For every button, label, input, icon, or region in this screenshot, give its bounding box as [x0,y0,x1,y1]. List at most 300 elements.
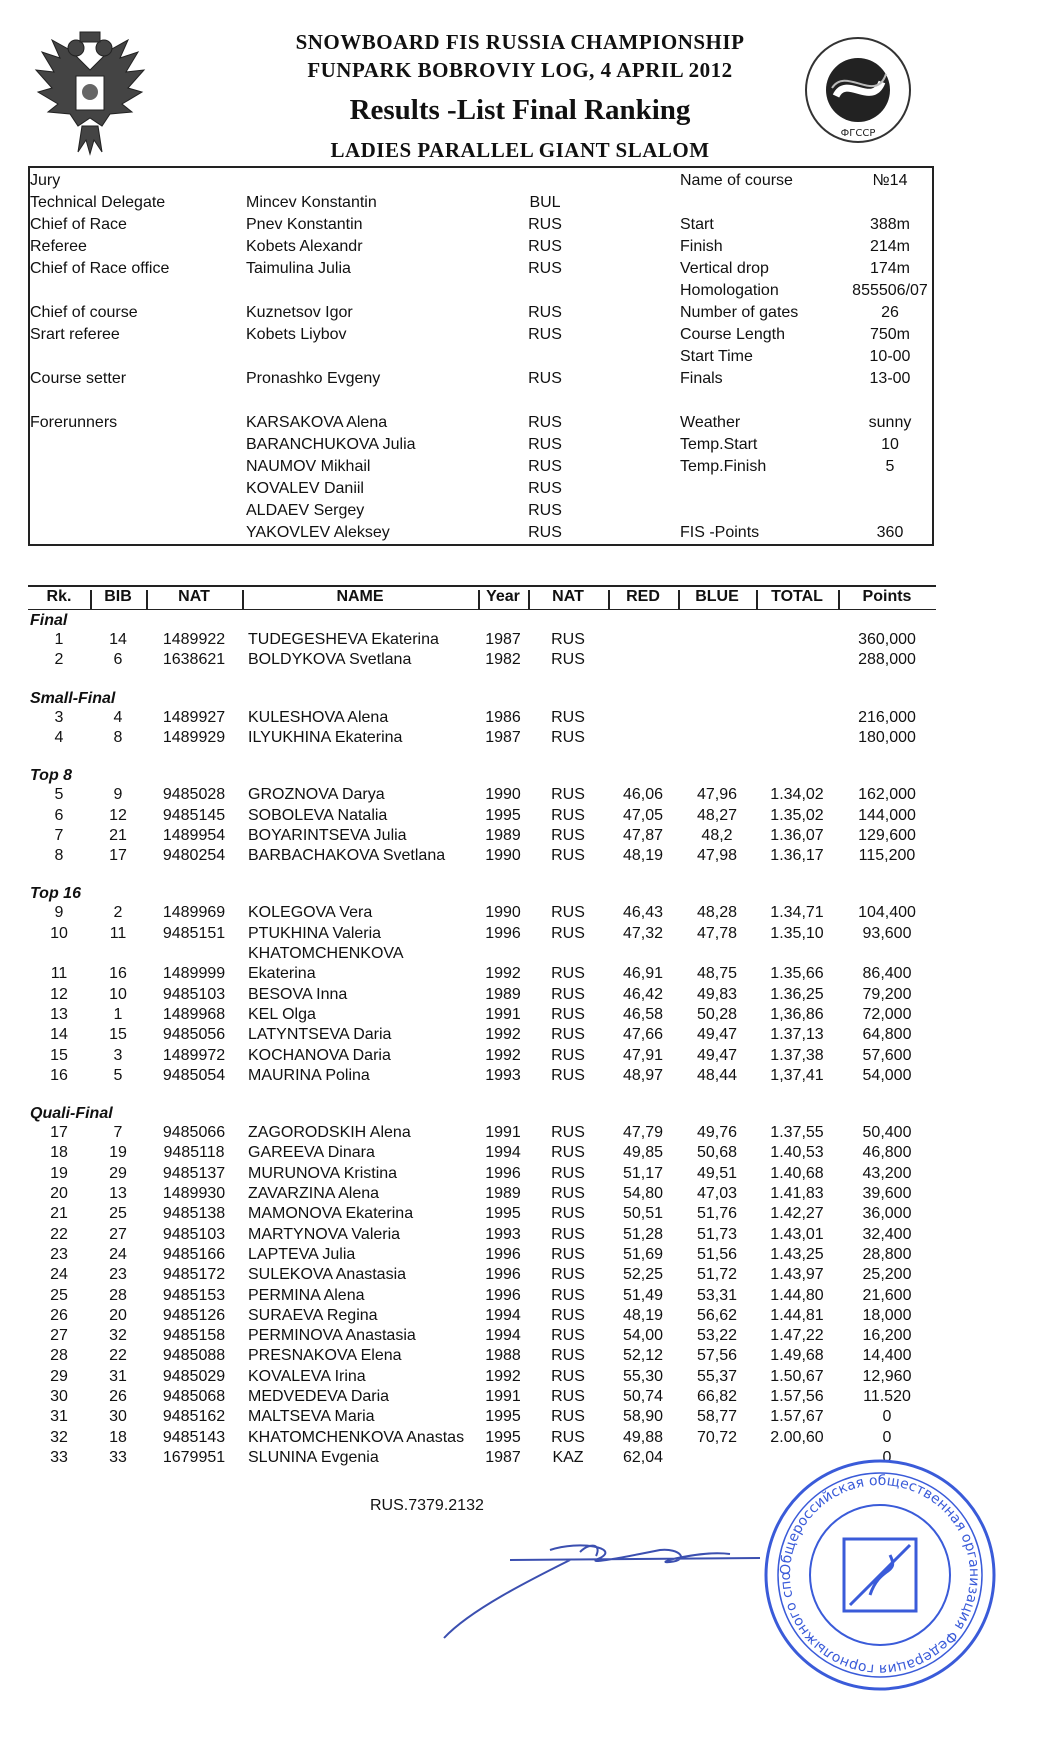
table-cell: 1993 [485,1225,521,1243]
page-title: Results -List Final Ranking [349,94,691,126]
course-value: 10 [881,436,899,453]
table-cell: 1995 [485,1408,521,1426]
jury-role: Srart referee [30,326,120,343]
table-cell: 25 [109,1205,127,1223]
table-cell: 9485145 [162,806,226,824]
table-cell: 28 [50,1347,68,1365]
jury-nat: RUS [528,480,562,497]
table-cell: 1992 [485,965,521,983]
table-cell: 54,80 [622,1185,664,1202]
table-cell: Ekaterina [248,965,316,983]
table-cell: 27 [50,1327,68,1345]
jury-nat: RUS [528,238,562,255]
table-cell: 1992 [485,1046,521,1064]
table-cell: RUS [551,1005,585,1023]
table-cell: 1991 [485,1124,521,1142]
table-cell: RUS [551,1367,585,1385]
table-cell: 5 [113,1066,123,1084]
jury-role: Chief of Race [30,216,127,233]
table-cell: 86,400 [862,965,912,983]
table-cell: 48,75 [696,965,738,983]
table-cell: 46,91 [622,965,664,983]
course-label: Number of gates [680,304,799,321]
course-label: Course Length [680,326,785,343]
course-label: Vertical drop [680,260,769,277]
signature [430,1520,770,1645]
table-cell: 22 [50,1225,68,1243]
table-cell: BESOVA Inna [248,985,348,1003]
table-cell: 1991 [485,1388,521,1405]
course-value: 855506/07 [852,282,928,299]
table-cell: 48,2 [701,826,733,844]
jury-name: ALDAEV Sergey [246,502,365,519]
table-cell: RUS [551,1225,585,1243]
table-cell: 17 [109,847,127,865]
table-cell: 9485153 [162,1286,226,1304]
table-cell: 9485137 [162,1164,226,1182]
table-cell: RUS [551,1245,585,1263]
table-cell: 18,000 [862,1306,912,1324]
table-cell: 3 [54,708,64,726]
table-cell: 115,200 [858,847,916,865]
table-cell: PRESNAKOVA Elena [248,1347,402,1365]
table-cell: ZAGORODSKIH Alena [248,1124,411,1142]
table-cell: GAREEVA Dinara [248,1144,375,1162]
table-cell: 29 [50,1367,68,1385]
table-cell: 1.40,68 [770,1164,824,1182]
table-cell: RUS [551,1428,585,1446]
jury-name: Taimulina Julia [246,260,351,277]
table-cell: 11 [50,965,68,983]
table-cell: 47,05 [622,806,664,824]
jury-name: KOVALEV Daniil [246,480,364,497]
official-stamp [760,1455,1000,1695]
column-divider [528,590,530,609]
table-cell: 1.35,66 [770,965,824,983]
table-cell: 9485068 [162,1388,226,1405]
course-value: 750m [869,326,911,343]
table-cell: ILYUKHINA Ekaterina [248,728,403,746]
table-cell: 51,56 [696,1245,738,1263]
column-divider [608,590,610,609]
table-cell: 22 [109,1347,127,1365]
table-cell: 55,37 [696,1367,738,1385]
table-cell: 1489968 [162,1005,226,1023]
table-cell: 58,77 [696,1408,738,1426]
table-cell: 1996 [485,1266,521,1284]
table-cell: 16 [50,1066,68,1084]
table-cell: 46,43 [622,904,664,922]
table-cell: 1987 [485,631,521,648]
table-cell: 1995 [485,1205,521,1223]
table-cell: 1996 [485,1164,521,1182]
table-cell: RUS [551,631,585,648]
table-cell: 26 [50,1306,68,1324]
table-cell: 24 [50,1266,68,1284]
column-divider [146,590,148,609]
jury-role: Forerunners [30,414,118,431]
table-cell: 1.47,22 [770,1327,824,1345]
table-cell: 9485088 [162,1347,226,1365]
table-cell: 12,960 [862,1367,912,1385]
table-cell: RUS [551,1306,585,1324]
course-label: Start [680,216,714,233]
table-cell: 1.50,67 [770,1367,824,1385]
table-cell: 1.57,56 [770,1388,824,1405]
table-cell: 18 [109,1428,127,1446]
table-cell: BARBACHAKOVA Svetlana [248,847,446,865]
course-label: Name of course [680,172,793,189]
table-cell: MAURINA Polina [248,1066,370,1084]
course-value: sunny [868,414,912,431]
table-cell: 19 [50,1164,68,1182]
table-cell: 1489922 [162,631,226,648]
table-cell: 32,400 [862,1225,912,1243]
table-cell: 27 [109,1225,127,1243]
table-cell: 10 [109,985,127,1003]
course-value: 214m [869,238,911,255]
table-cell: RUS [551,728,585,746]
table-cell: 51,28 [622,1225,664,1243]
course-value: 174m [869,260,911,277]
table-cell: GROZNOVA Darya [248,786,385,804]
table-cell: RUS [551,985,585,1003]
table-cell: 49,51 [696,1164,738,1182]
table-cell: 48,44 [696,1066,738,1084]
table-cell: 1.41,83 [770,1185,824,1202]
table-cell: 50,28 [696,1005,738,1023]
table-cell: RUS [551,1144,585,1162]
table-cell: 1489930 [162,1185,226,1202]
table-cell: SURAEVA Regina [248,1306,378,1324]
table-cell: 1.40,53 [770,1144,824,1162]
table-cell: 46,06 [622,786,664,804]
jury-role: Technical Delegate [30,194,166,211]
table-cell: 7 [54,826,64,844]
column-header: NAT [552,588,584,605]
table-cell: 53,22 [696,1327,738,1345]
table-cell: 56,62 [696,1306,738,1324]
group-label: Quali-Final [30,1105,113,1123]
table-cell: 8 [113,728,123,746]
table-cell: 46,42 [622,985,664,1003]
table-cell: 1994 [485,1144,521,1162]
course-value: 26 [881,304,899,321]
table-cell: 1489927 [162,708,226,726]
table-cell: 1991 [485,1005,521,1023]
column-divider [678,590,680,609]
table-cell: 1.43,25 [770,1245,824,1263]
table-cell: 360,000 [858,631,916,648]
table-cell: BOYARINTSEVA Julia [248,826,407,844]
table-cell: 6 [54,806,64,824]
table-cell: RUS [551,1408,585,1426]
table-cell: 49,85 [622,1144,664,1162]
table-cell: 15 [50,1046,68,1064]
table-cell: 1.36,07 [770,826,824,844]
column-header: BIB [104,588,132,605]
table-cell: 9480254 [162,847,226,865]
table-cell: 47,96 [696,786,738,804]
table-cell: 21 [109,826,127,844]
table-cell: 1.44,80 [770,1286,824,1304]
table-cell: 4 [54,728,64,746]
table-cell: 17 [50,1124,68,1142]
table-cell: 13 [50,1005,68,1023]
table-cell: 9485143 [162,1428,226,1446]
table-cell: MEDVEDEVA Daria [248,1388,390,1405]
svg-text:ФГССР: ФГССР [840,128,876,139]
jury-name: Kuznetsov Igor [246,304,353,321]
table-cell: 11.520 [863,1388,911,1405]
table-cell: 4 [113,708,123,726]
column-divider [90,590,92,609]
table-cell: 57,600 [862,1046,912,1064]
table-cell: MALTSEVA Maria [248,1408,375,1426]
championship-title: SNOWBOARD FIS RUSSIA CHAMPIONSHIP [295,30,745,54]
table-cell: 47,87 [622,826,664,844]
table-cell: 1489954 [162,826,226,844]
table-cell: 33 [109,1448,127,1466]
jury-nat: RUS [528,414,562,431]
table-cell: KOCHANOVA Daria [248,1046,391,1064]
table-cell: SULEKOVA Anastasia [248,1266,407,1284]
table-cell: 1.36,17 [770,847,824,865]
group-label: Small-Final [30,689,116,707]
table-cell: 54,00 [622,1327,664,1345]
table-cell: 28,800 [862,1245,912,1263]
table-cell: 7 [113,1124,123,1142]
table-cell: 104,400 [858,904,916,922]
table-cell: 21,600 [862,1286,912,1304]
table-cell: 39,600 [862,1185,912,1202]
course-value: 388m [869,216,911,233]
table-cell: 9485126 [162,1306,226,1324]
table-cell: 1 [54,631,64,648]
table-cell: 1994 [485,1327,521,1345]
table-cell: 1995 [485,1428,521,1446]
table-cell: 14 [109,631,127,648]
table-cell: 3 [113,1046,123,1064]
table-cell: 1987 [485,1448,521,1466]
table-cell: 20 [109,1306,127,1324]
table-cell: RUS [551,1026,585,1044]
column-divider [242,590,244,609]
table-cell: 9485158 [162,1327,226,1345]
table-cell: 49,47 [696,1026,738,1044]
table-cell: 288,000 [858,651,916,669]
table-cell: 1.37,55 [770,1124,824,1142]
column-header: TOTAL [771,588,823,605]
table-cell: 1992 [485,1026,521,1044]
jury-nat: RUS [528,304,562,321]
table-cell: 9485162 [162,1408,226,1426]
table-cell: 0 [882,1448,892,1466]
table-cell: 144,000 [858,806,916,824]
jury-nat: RUS [528,326,562,343]
jury-nat: RUS [528,216,562,233]
jury-name: Kobets Liybov [246,326,347,343]
table-cell: 25,200 [862,1266,912,1284]
table-cell: 30 [50,1388,68,1405]
table-cell: 49,88 [622,1428,664,1446]
course-value: 10-00 [869,348,911,365]
table-cell: 12 [50,985,68,1003]
table-cell: 18 [50,1144,68,1162]
table-cell: 1.37,13 [770,1026,824,1044]
table-cell: RUS [551,1124,585,1142]
table-cell: RUS [551,1388,585,1405]
table-cell: 9 [113,786,123,804]
table-cell: 62,04 [622,1448,664,1466]
course-value: 13-00 [869,370,911,387]
group-label: Top 16 [30,885,81,903]
course-label: Finals [680,370,723,387]
table-cell: 6 [113,651,123,669]
table-cell: 1.57,67 [770,1408,824,1426]
table-cell: 2 [113,904,123,922]
table-cell: 1679951 [162,1448,226,1466]
jury-role: Chief of course [30,304,138,321]
table-cell: PTUKHINA Valeria [248,924,382,942]
table-cell: 70,72 [696,1428,738,1446]
table-cell: 49,83 [696,985,738,1003]
table-cell: 14 [50,1026,68,1044]
table-cell: 47,91 [622,1046,664,1064]
table-cell: RUS [551,1164,585,1182]
table-cell: 5 [54,786,64,804]
table-cell: 1.34,71 [770,904,824,922]
table-cell: 50,400 [862,1124,912,1142]
table-cell: 49,47 [696,1046,738,1064]
column-header: Points [862,588,912,605]
course-value: 360 [876,524,904,541]
table-cell: SLUNINA Evgenia [248,1448,379,1466]
table-cell: 1990 [485,904,521,922]
jury-box [28,166,934,546]
jury-nat: RUS [528,260,562,277]
table-cell: 15 [109,1026,127,1044]
table-cell: 9485066 [162,1124,226,1142]
column-divider [838,590,840,609]
table-cell: 47,66 [622,1026,664,1044]
table-cell: 180,000 [858,728,916,746]
table-cell: PERMINA Alena [248,1286,365,1304]
table-cell: MAMONOVA Ekaterina [248,1205,414,1223]
table-cell: 24 [109,1245,127,1263]
table-cell: 46,800 [862,1144,912,1162]
group-label: Top 8 [30,767,73,785]
table-cell: 1990 [485,786,521,804]
table-cell: 9485151 [162,924,226,942]
jury-nat: RUS [528,436,562,453]
table-cell: 1996 [485,1245,521,1263]
table-cell: 55,30 [622,1367,664,1385]
table-cell: RUS [551,1327,585,1345]
column-header: RED [626,588,660,605]
table-cell: SOBOLEVA Natalia [248,806,388,824]
table-cell: 48,28 [696,904,738,922]
table-cell: 93,600 [862,924,912,942]
table-cell: 48,27 [696,806,738,824]
table-cell: RUS [551,1286,585,1304]
course-label: Temp.Start [680,436,758,453]
table-cell: 16,200 [862,1327,912,1345]
table-cell: 9485054 [162,1066,226,1084]
table-cell: KHATOMCHENKOVA Anastas [248,1428,465,1446]
table-cell: RUS [551,806,585,824]
table-cell: 64,800 [862,1026,912,1044]
venue-date: FUNPARK BOBROVIY LOG, 4 APRIL 2012 [307,58,733,82]
jury-nat: RUS [528,458,562,475]
table-cell: 50,51 [622,1205,664,1223]
table-cell: 9485172 [162,1266,226,1284]
table-cell: 51,76 [696,1205,738,1223]
table-cell: 216,000 [858,708,916,726]
table-cell: 8 [54,847,64,865]
table-cell: 31 [109,1367,127,1385]
table-cell: 9485166 [162,1245,226,1263]
column-header: Year [486,588,520,605]
table-cell: MARTYNOVA Valeria [248,1225,401,1243]
table-cell: 1989 [485,1185,521,1202]
course-value: 5 [885,458,895,475]
table-cell: 10 [50,924,68,942]
table-cell: 72,000 [862,1005,912,1023]
table-cell: 1.37,38 [770,1046,824,1064]
table-cell: 1,36,86 [770,1005,824,1023]
table-cell: 23 [50,1245,68,1263]
table-cell: RUS [551,786,585,804]
jury-name: Pronashko Evgeny [246,370,381,387]
course-label: FIS -Points [680,524,760,541]
table-cell: 9485029 [162,1367,226,1385]
table-cell: 9485103 [162,1225,226,1243]
jury-name: Mincev Konstantin [246,194,377,211]
table-cell: 0 [882,1428,892,1446]
table-cell: 1638621 [162,651,226,669]
table-cell: 1.49,68 [770,1347,824,1365]
table-top-rule [28,585,936,587]
table-cell: 1982 [485,651,521,669]
table-cell: 48,19 [622,1306,664,1324]
table-cell: 51,49 [622,1286,664,1304]
table-cell: 32 [109,1327,127,1345]
table-cell: 1.44,81 [770,1306,824,1324]
table-cell: 9485138 [162,1205,226,1223]
table-cell: 1489972 [162,1046,226,1064]
table-cell: 32 [50,1428,68,1446]
column-header: BLUE [695,588,739,605]
table-cell: 28 [109,1286,127,1304]
table-cell: 50,68 [696,1144,738,1162]
column-header: Rk. [46,588,72,605]
table-cell: 1489999 [162,965,226,983]
table-cell: 46,58 [622,1005,664,1023]
jury-nat: RUS [528,502,562,519]
table-cell: 47,03 [696,1185,738,1202]
course-label: Homologation [680,282,779,299]
table-cell: RUS [551,1205,585,1223]
table-cell: 1986 [485,708,521,726]
table-cell: 36,000 [862,1205,912,1223]
group-label: Final [30,612,68,629]
table-cell: 1.35,10 [770,924,824,942]
table-cell: 51,69 [622,1245,664,1263]
table-cell: 11 [109,924,127,942]
table-cell: 2 [54,651,64,669]
table-cell: 47,79 [622,1124,664,1142]
